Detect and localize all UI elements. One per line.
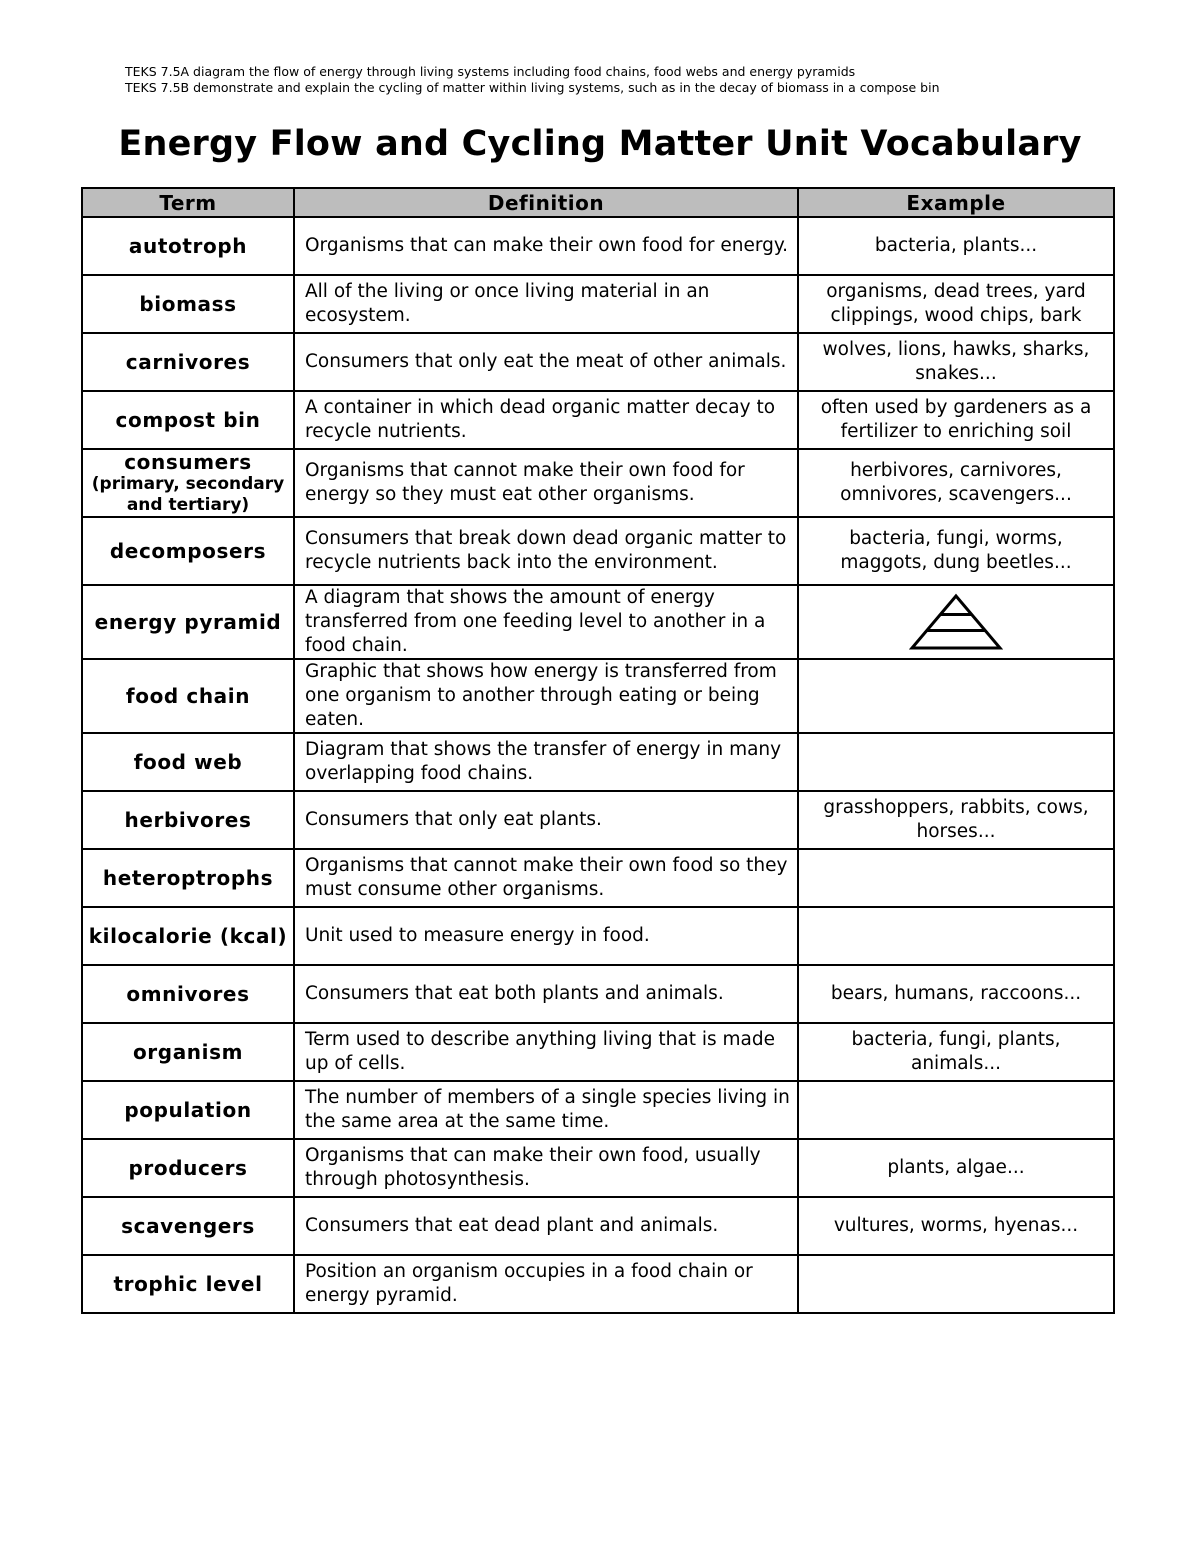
term-cell: [82, 585, 294, 659]
table-row: [82, 849, 1114, 907]
term-cell: [82, 449, 294, 517]
example-cell: [798, 585, 1114, 659]
table-row: [82, 391, 1114, 449]
teks-line: TEKS 7.5B demonstrate and explain the cycling of matter within living systems, such as in the decay of biomass in a compose bin: [125, 80, 940, 95]
term-cell: [82, 1023, 294, 1081]
term-label: kilocalorie (kcal): [88, 923, 288, 948]
definition-cell: Graphic that shows how energy is transferred from one organism to another through eating or being eaten.: [294, 659, 798, 733]
example-cell: bears, humans, raccoons...: [798, 965, 1114, 1023]
definition-cell: Consumers that break down dead organic matter to recycle nutrients back into the environment.: [294, 517, 798, 585]
term-cell: [82, 1139, 294, 1197]
definition-cell: Diagram that shows the transfer of energy in many overlapping food chains.: [294, 733, 798, 791]
term-cell: [82, 275, 294, 333]
example-cell: [798, 1255, 1114, 1313]
energy-pyramid-icon: [909, 593, 1003, 651]
table-row: [82, 791, 1114, 849]
example-cell: [798, 1081, 1114, 1139]
example-cell: bacteria, fungi, worms, maggots, dung beetles...: [798, 517, 1114, 585]
example-cell: bacteria, fungi, plants, animals...: [798, 1023, 1114, 1081]
table-row: [82, 1139, 1114, 1197]
term-label: compost bin: [115, 407, 261, 432]
term-cell: [82, 791, 294, 849]
example-cell: [798, 733, 1114, 791]
definition-cell: Term used to describe anything living that is made up of cells.: [294, 1023, 798, 1081]
term-cell: [82, 965, 294, 1023]
definition-cell: Unit used to measure energy in food.: [294, 907, 798, 965]
term-cell: [82, 1197, 294, 1255]
term-label: producers: [128, 1155, 248, 1180]
term-cell: [82, 1255, 294, 1313]
definition-cell: Consumers that eat both plants and animals.: [294, 965, 798, 1023]
table-row: [82, 1081, 1114, 1139]
term-cell: [82, 849, 294, 907]
table-row: [82, 517, 1114, 585]
example-cell: plants, algae...: [798, 1139, 1114, 1197]
term-label: population: [124, 1097, 252, 1122]
term-cell: [82, 333, 294, 391]
teks-standards: [125, 64, 940, 96]
table-row: [82, 965, 1114, 1023]
definition-cell: A container in which dead organic matter decay to recycle nutrients.: [294, 391, 798, 449]
definition-cell: Organisms that can make their own food, usually through photosynthesis.: [294, 1139, 798, 1197]
term-label: herbivores: [124, 807, 252, 832]
term-cell: [82, 733, 294, 791]
term-cell: [82, 907, 294, 965]
term-label: decomposers: [109, 538, 267, 563]
term-label: food chain: [125, 683, 251, 708]
header-example: Example: [798, 188, 1114, 217]
example-cell: herbivores, carnivores, omnivores, scavengers...: [798, 449, 1114, 517]
term-cell: [82, 659, 294, 733]
table-row: [82, 333, 1114, 391]
header-definition: Definition: [294, 188, 798, 217]
term-cell: [82, 391, 294, 449]
table-header-row: [82, 188, 1114, 217]
table-row: [82, 733, 1114, 791]
header-term: Term: [82, 188, 294, 217]
table-row: [82, 1023, 1114, 1081]
page-title: Energy Flow and Cycling Matter Unit Vocabulary: [118, 124, 1082, 164]
example-cell: [798, 849, 1114, 907]
term-cell: [82, 517, 294, 585]
term-label: carnivores: [125, 349, 251, 374]
definition-cell: A diagram that shows the amount of energy transferred from one feeding level to another in a food chain.: [294, 585, 798, 659]
example-cell: [798, 907, 1114, 965]
teks-line: TEKS 7.5A diagram the flow of energy through living systems including food chains, food webs and energy pyramids: [125, 64, 856, 79]
table-row: [82, 1197, 1114, 1255]
term-label: scavengers: [121, 1213, 255, 1238]
definition-cell: Organisms that cannot make their own food so they must consume other organisms.: [294, 849, 798, 907]
example-cell: [798, 659, 1114, 733]
example-cell: bacteria, plants...: [798, 217, 1114, 275]
term-cell: [82, 1081, 294, 1139]
table-row: [82, 217, 1114, 275]
definition-cell: Position an organism occupies in a food chain or energy pyramid.: [294, 1255, 798, 1313]
term-label: biomass: [139, 291, 237, 316]
table-row: [82, 449, 1114, 517]
term-label: autotroph: [128, 233, 248, 258]
table-row: [82, 275, 1114, 333]
definition-cell: Organisms that can make their own food for energy.: [294, 217, 798, 275]
definition-cell: Organisms that cannot make their own food for energy so they must eat other organisms.: [294, 449, 798, 517]
example-cell: organisms, dead trees, yard clippings, wood chips, bark: [798, 275, 1114, 333]
table-row: [82, 907, 1114, 965]
definition-cell: Consumers that only eat the meat of other animals.: [294, 333, 798, 391]
table-row: [82, 585, 1114, 659]
example-cell: vultures, worms, hyenas...: [798, 1197, 1114, 1255]
example-cell: wolves, lions, hawks, sharks, snakes...: [798, 333, 1114, 391]
example-cell: grasshoppers, rabbits, cows, horses...: [798, 791, 1114, 849]
term-label: organism: [132, 1039, 244, 1064]
term-label: consumers: [124, 449, 252, 474]
term-label: energy pyramid: [94, 609, 282, 634]
term-label: trophic level: [113, 1271, 263, 1296]
definition-cell: Consumers that eat dead plant and animals.: [294, 1197, 798, 1255]
term-label: omnivores: [126, 981, 250, 1006]
vocabulary-table: [81, 187, 1115, 1314]
example-cell: often used by gardeners as a fertilizer to enriching soil: [798, 391, 1114, 449]
definition-cell: The number of members of a single species living in the same area at the same time.: [294, 1081, 798, 1139]
definition-cell: Consumers that only eat plants.: [294, 791, 798, 849]
term-cell: [82, 217, 294, 275]
definition-cell: All of the living or once living material in an ecosystem.: [294, 275, 798, 333]
table-row: [82, 1255, 1114, 1313]
term-label: heteroptrophs: [102, 865, 274, 890]
term-label: food web: [133, 749, 243, 774]
term-sublabel: (primary, secondary and tertiary): [91, 473, 285, 515]
table-row: [82, 659, 1114, 733]
